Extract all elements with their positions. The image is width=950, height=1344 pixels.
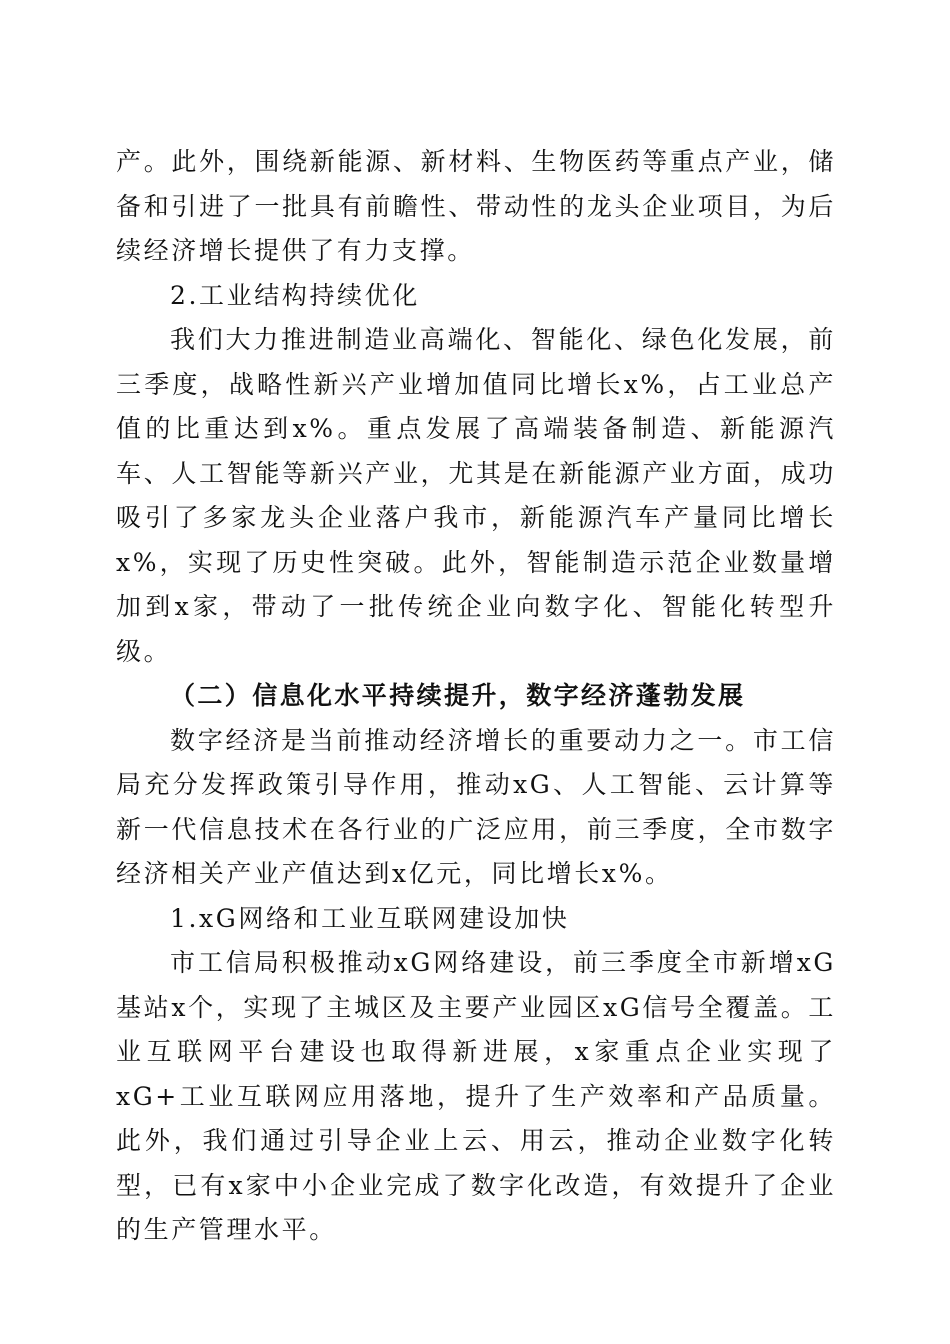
body-paragraph: 产。此外，围绕新能源、新材料、生物医药等重点产业，储备和引进了一批具有前瞻性、带动性的龙头企业项目，为后续经济增长提供了有力支撑。: [116, 147, 836, 265]
subheading-network-construction: 1.xG网络和工业互联网建设加快: [170, 903, 570, 933]
section-heading-digital-economy: （二）信息化水平持续提升，数字经济蓬勃发展: [170, 681, 746, 710]
body-paragraph: 我们大力推进制造业高端化、智能化、绿色化发展，前三季度，战略性新兴产业增加值同比增长x%，占工业总产值的比重达到x%。重点发展了高端装备制造、新能源汽车、人工智能等新兴产业，尤其是在新能源产业方面，成功吸引了多家龙头企业落户我市，新能源汽车产量同比增长x%，实现了历史性突破。此外，智能制造示范企业数量增加到x家，带动了一批传统企业向数字化、智能化转型升级。: [116, 325, 836, 666]
body-paragraph: 市工信局积极推动xG网络建设，前三季度全市新增xG基站x个，实现了主城区及主要产业园区xG信号全覆盖。工业互联网平台建设也取得新进展，x家重点企业实现了xG+工业互联网应用落地，提升了生产效率和产品质量。此外，我们通过引导企业上云、用云，推动企业数字化转型，已有x家中小企业完成了数字化改造，有效提升了企业的生产管理水平。: [116, 948, 836, 1244]
document-body: [116, 140, 836, 1253]
subheading-industrial-structure: 2.工业结构持续优化: [170, 280, 420, 310]
body-paragraph: 数字经济是当前推动经济增长的重要动力之一。市工信局充分发挥政策引导作用，推动xG、人工智能、云计算等新一代信息技术在各行业的广泛应用，前三季度，全市数字经济相关产业产值达到x亿元，同比增长x%。: [116, 725, 836, 888]
